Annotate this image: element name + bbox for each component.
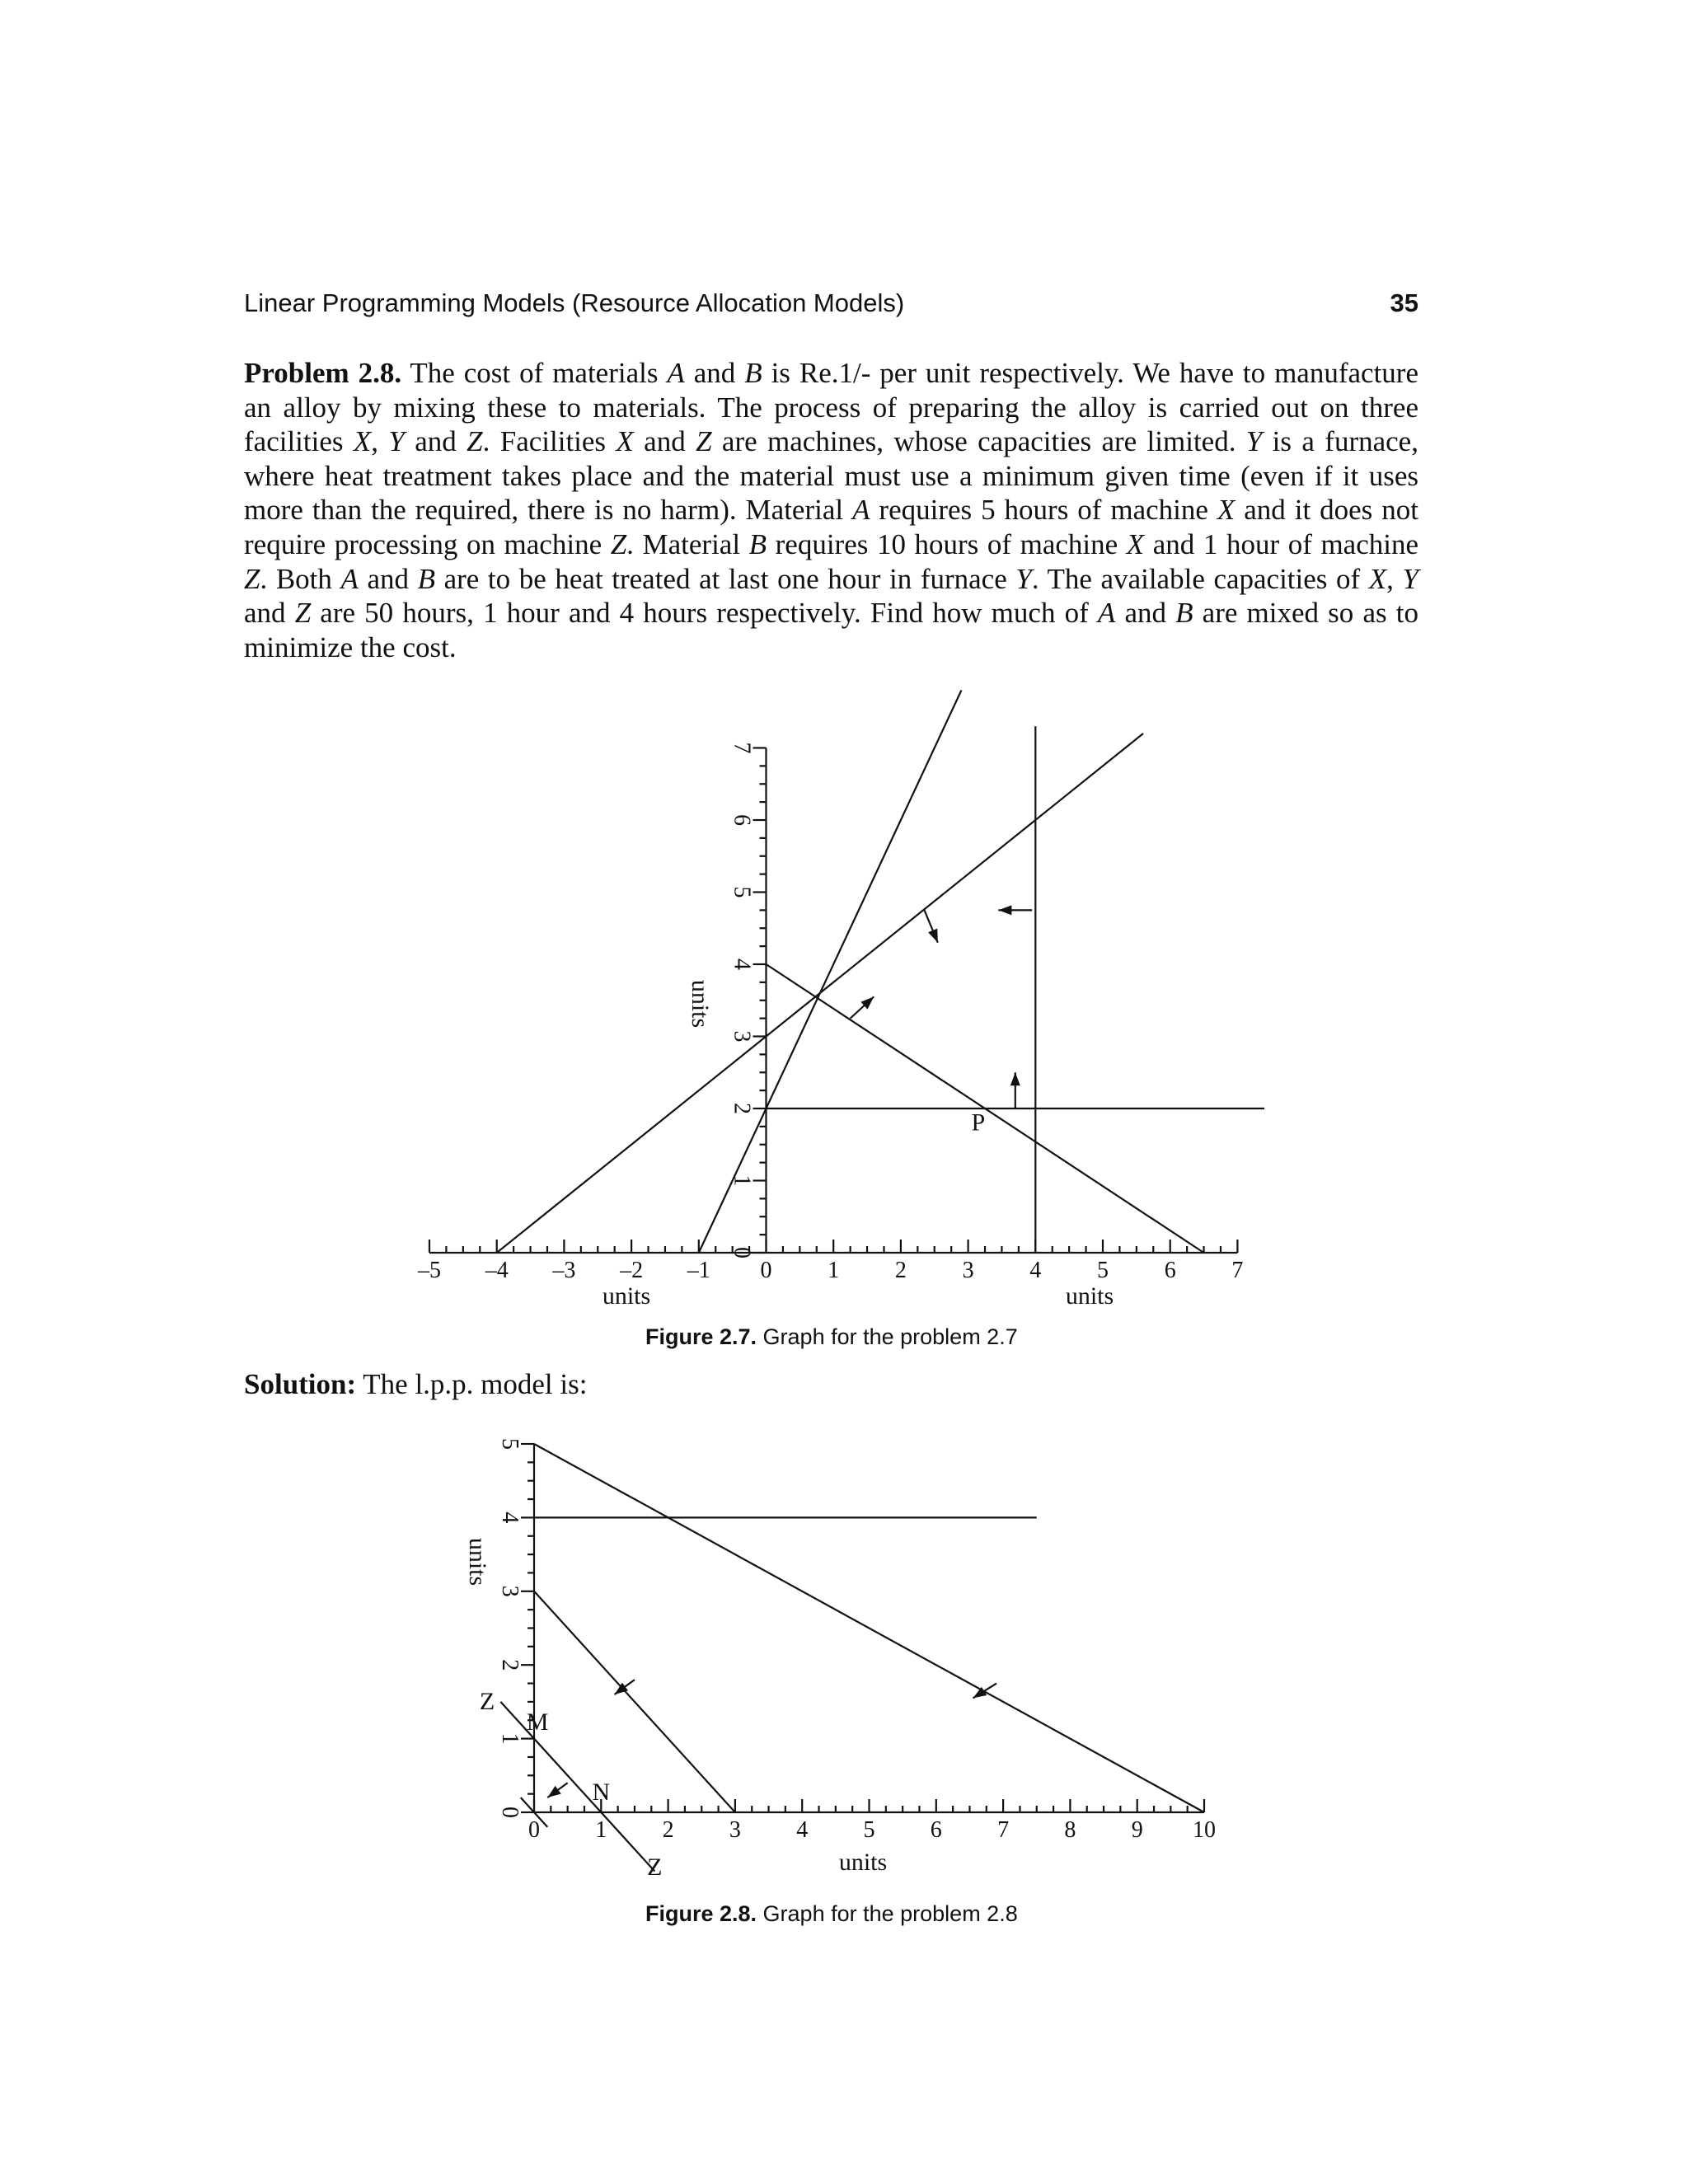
fig27-x-tick-label: 4: [1029, 1258, 1042, 1283]
fig28-y-tick-label: 2: [497, 1659, 523, 1671]
fig28-y-tick-label: 5: [497, 1438, 523, 1450]
fig27-x-tick-label: –1: [687, 1258, 710, 1283]
problem-variable: Y: [1402, 562, 1418, 595]
problem-variable: X: [1217, 494, 1236, 527]
fig27-x-axis-label: units: [602, 1282, 651, 1310]
problem-text-run: and: [358, 562, 418, 595]
fig28-series-line-5: [500, 1702, 654, 1872]
fig28-x-tick-label: 9: [1131, 1817, 1143, 1843]
problem-variable: B: [417, 562, 435, 595]
fig27-y-tick-label: 3: [729, 1030, 755, 1043]
fig28-x-tick-label: 3: [729, 1817, 741, 1843]
fig27-x-tick-label: –2: [620, 1258, 644, 1283]
fig28-point-label: M: [526, 1708, 549, 1736]
fig28-x-tick-label: 1: [595, 1817, 607, 1843]
problem-text-run: and: [684, 357, 745, 389]
fig27-y-tick-label: 0: [729, 1247, 755, 1258]
fig27-x-tick-label: –5: [418, 1258, 441, 1283]
fig27-series-line-1: [497, 733, 1143, 1253]
figure-2-7-caption-label: Figure 2.7.: [645, 1324, 757, 1349]
fig27-direction-arrow-head: [860, 996, 874, 1009]
fig27-series-line-2: [699, 691, 962, 1254]
fig27-y-axis-label: units: [687, 979, 714, 1029]
problem-statement: [244, 356, 1418, 664]
problem-variable: X: [353, 425, 372, 458]
fig28-x-tick-label: 0: [528, 1817, 540, 1843]
fig27-y-tick-label: 1: [729, 1174, 755, 1187]
problem-variable: A: [340, 562, 359, 595]
problem-variable: Z: [244, 562, 260, 595]
fig27-series-line-3: [767, 964, 1204, 1253]
fig28-x-tick-label: 6: [930, 1817, 942, 1843]
fig28-y-tick-label: 4: [497, 1511, 523, 1524]
fig27-y-tick-label: 2: [729, 1103, 755, 1114]
problem-text-run: ,: [1386, 562, 1403, 595]
solution-text: The l.p.p. model is:: [356, 1368, 588, 1400]
fig27-x-tick-label: –3: [552, 1258, 576, 1283]
fig28-x-tick-label: 2: [662, 1817, 674, 1843]
fig27-x-tick-label: 7: [1231, 1258, 1244, 1283]
fig28-point-label: N: [592, 1778, 611, 1806]
fig28-direction-arrow-head: [547, 1786, 560, 1797]
solution-line: [244, 1368, 587, 1401]
problem-variable: A: [667, 357, 685, 389]
problem-variable: B: [1175, 597, 1193, 630]
problem-text-run: . Facilities: [482, 425, 617, 458]
fig28-direction-arrow: [973, 1684, 996, 1699]
problem-variable: X: [1368, 562, 1387, 595]
problem-text-run: are to be heat treated at last one hour in furnace: [435, 562, 1016, 595]
problem-text-run: The cost of materials: [401, 357, 668, 389]
page-header: [244, 288, 1418, 330]
fig28-direction-arrow-head: [973, 1687, 987, 1699]
fig28-x-axis-label: units: [838, 1849, 888, 1876]
problem-text-run: and 1 hour of machine: [1144, 527, 1418, 560]
problem-text-run: and: [1115, 597, 1176, 630]
fig28-x-tick-label: 8: [1064, 1817, 1076, 1843]
problem-variable: Y: [1015, 562, 1032, 595]
fig27-y-tick-label: 5: [729, 886, 755, 898]
fig28-series-line-1: [534, 1444, 1204, 1812]
fig28-x-tick-label: 7: [997, 1817, 1010, 1843]
problem-variable: Y: [388, 425, 405, 458]
problem-text-run: is a furnace, where heat treatment takes place and the material must use a minimum given time (even if it uses more than the required, there is no harm). Material: [244, 425, 1418, 527]
fig27-x-tick-label: –4: [485, 1258, 509, 1283]
figure-2-8-caption-text: Graph for the problem 2.8: [757, 1901, 1018, 1926]
problem-text-run: are mixed so as to minimize the cost.: [244, 597, 1418, 663]
problem-variable: B: [744, 357, 762, 389]
fig27-x-axis-label: units: [1065, 1282, 1114, 1310]
figure-2-8-caption: [645, 1901, 1018, 1927]
fig27-direction-arrow-head: [928, 929, 938, 943]
problem-text-run: requires 5 hours of machine: [870, 494, 1217, 527]
fig28-y-tick-label: 3: [497, 1585, 523, 1597]
fig28-x-tick-label: 10: [1193, 1817, 1216, 1843]
fig27-x-tick-label: 3: [962, 1258, 974, 1283]
solution-label: Solution:: [244, 1368, 357, 1400]
fig28-y-tick-label: 0: [497, 1807, 523, 1818]
problem-body: [244, 357, 1418, 663]
fig28-point-label: Z: [479, 1687, 495, 1715]
problem-text-run: and: [633, 425, 696, 458]
problem-label: Problem 2.8.: [244, 357, 402, 389]
problem-variable: Y: [1245, 425, 1263, 458]
fig27-direction-arrow-head: [998, 905, 1011, 915]
problem-text-run: . Both: [260, 562, 341, 595]
fig28-x-tick-label: 5: [863, 1817, 875, 1843]
fig27-point-label: P: [971, 1108, 986, 1137]
fig27-direction-arrow-head: [1010, 1072, 1020, 1085]
figure-2-7-caption: [645, 1324, 1018, 1350]
fig28-y-axis-label: units: [464, 1537, 491, 1586]
running-head: Linear Programming Models (Resource Allocation Models): [244, 288, 905, 317]
problem-text-run: ,: [371, 425, 389, 458]
figure-2-7-caption-text: Graph for the problem 2.7: [757, 1324, 1018, 1349]
problem-text-run: is Re.1/- per unit respectively. We have to manufacture an alloy by mixing these to materials. The process of preparing the alloy is carried out on three facilities: [244, 357, 1418, 458]
fig28-series-line-4: [521, 1797, 548, 1827]
problem-variable: A: [852, 494, 870, 527]
problem-text-run: and it does not require processing on machine: [244, 494, 1418, 560]
fig27-x-tick-label: 5: [1097, 1258, 1109, 1283]
fig27-x-tick-label: 6: [1164, 1258, 1176, 1283]
fig27-x-tick-label: 2: [894, 1258, 907, 1283]
problem-variable: B: [748, 527, 767, 560]
problem-variable: Z: [467, 425, 483, 458]
fig27-x-tick-label: 0: [760, 1258, 772, 1283]
fig27-direction-arrow: [924, 910, 937, 942]
fig27-y-tick-label: 7: [729, 742, 755, 754]
problem-text-run: requires 10 hours of machine: [767, 527, 1127, 560]
problem-variable: Z: [294, 597, 312, 630]
figure-2-8-caption-label: Figure 2.8.: [645, 1901, 757, 1926]
problem-variable: X: [616, 425, 634, 458]
problem-text-run: . Material: [626, 527, 749, 560]
page-number: 35: [1390, 288, 1418, 317]
fig28-direction-arrow-head: [615, 1683, 628, 1694]
fig28-point-label: Z: [647, 1853, 663, 1881]
fig27-x-tick-label: 1: [828, 1258, 840, 1283]
fig28-y-tick-label: 1: [497, 1732, 523, 1745]
problem-text-run: are machines, whose capacities are limited.: [711, 425, 1246, 458]
problem-variable: X: [1126, 527, 1145, 560]
fig28-direction-arrow: [615, 1680, 635, 1694]
fig28-x-tick-label: 4: [796, 1817, 809, 1843]
problem-text-run: . The available capacities of: [1031, 562, 1369, 595]
fig28-direction-arrow: [547, 1783, 567, 1797]
problem-text-run: and: [244, 597, 295, 630]
problem-variable: Z: [696, 425, 712, 458]
problem-text-run: are 50 hours, 1 hour and 4 hours respectively. Find how much of: [311, 597, 1098, 630]
fig28-series-line-3: [534, 1591, 735, 1812]
problem-text-run: and: [404, 425, 467, 458]
fig27-direction-arrow: [851, 996, 874, 1018]
problem-variable: A: [1097, 597, 1116, 630]
fig27-y-tick-label: 4: [729, 958, 755, 970]
problem-variable: Z: [610, 527, 627, 560]
fig27-y-tick-label: 6: [729, 814, 755, 826]
